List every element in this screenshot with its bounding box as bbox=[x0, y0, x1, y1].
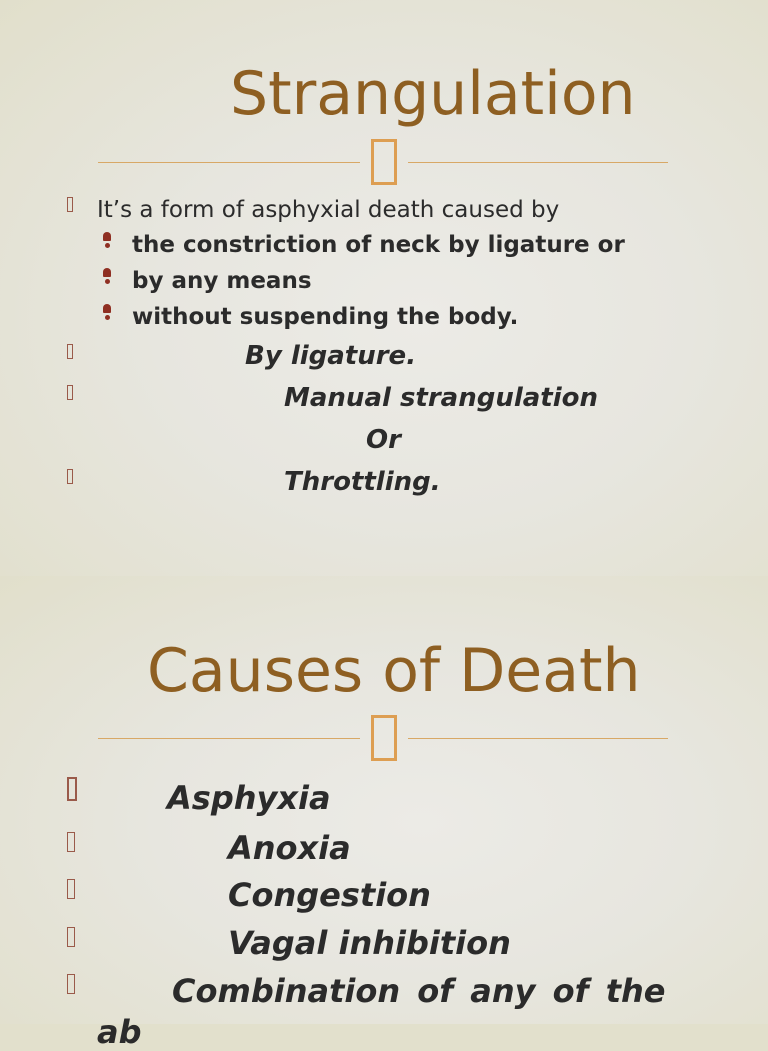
divider-line-left bbox=[98, 738, 360, 739]
sub-point-text: the constriction of neck by ligature or bbox=[132, 232, 625, 258]
cause-text: Combination of any of the bbox=[172, 972, 666, 1010]
hollow-rectangle-bullet-icon bbox=[67, 974, 75, 994]
type-or: Or bbox=[366, 425, 401, 455]
type-throttling: Throttling. bbox=[284, 467, 441, 497]
sub-point-text: by any means bbox=[132, 268, 312, 294]
slide-title: Causes of Death bbox=[147, 636, 641, 706]
divider-line-right bbox=[408, 162, 668, 163]
sub-point-text: without suspending the body. bbox=[132, 304, 519, 330]
cause-text: Anoxia bbox=[228, 829, 351, 867]
exclamation-bullet-icon bbox=[102, 304, 112, 322]
exclamation-bullet-icon bbox=[102, 268, 112, 286]
type-manual: Manual strangulation bbox=[284, 383, 599, 413]
hollow-rectangle-bullet-icon bbox=[67, 344, 73, 359]
hollow-rectangle-bullet-icon bbox=[67, 927, 75, 947]
slide-causes-of-death bbox=[0, 576, 768, 1051]
ornament-divider-icon bbox=[371, 715, 397, 761]
cause-text: Asphyxia bbox=[167, 779, 331, 817]
cut-off-text: ab bbox=[97, 1013, 142, 1051]
divider-line-right bbox=[408, 738, 668, 739]
hollow-rectangle-bullet-icon bbox=[67, 879, 75, 899]
hollow-rectangle-bullet-icon bbox=[67, 385, 73, 400]
type-ligature: By ligature. bbox=[245, 341, 417, 371]
exclamation-bullet-icon bbox=[102, 232, 112, 250]
definition-text: It’s a form of asphyxial death caused by bbox=[97, 197, 560, 223]
cause-text: Vagal inhibition bbox=[228, 924, 511, 962]
hollow-rectangle-bullet-icon bbox=[67, 469, 73, 484]
hollow-rectangle-bullet-icon bbox=[67, 777, 77, 801]
hollow-rectangle-bullet-icon bbox=[67, 832, 75, 852]
divider-line-left bbox=[98, 162, 360, 163]
hollow-rectangle-bullet-icon bbox=[67, 197, 73, 212]
cause-text: Congestion bbox=[228, 876, 431, 914]
slide-title: Strangulation bbox=[230, 59, 636, 129]
ornament-divider-icon bbox=[371, 139, 397, 185]
